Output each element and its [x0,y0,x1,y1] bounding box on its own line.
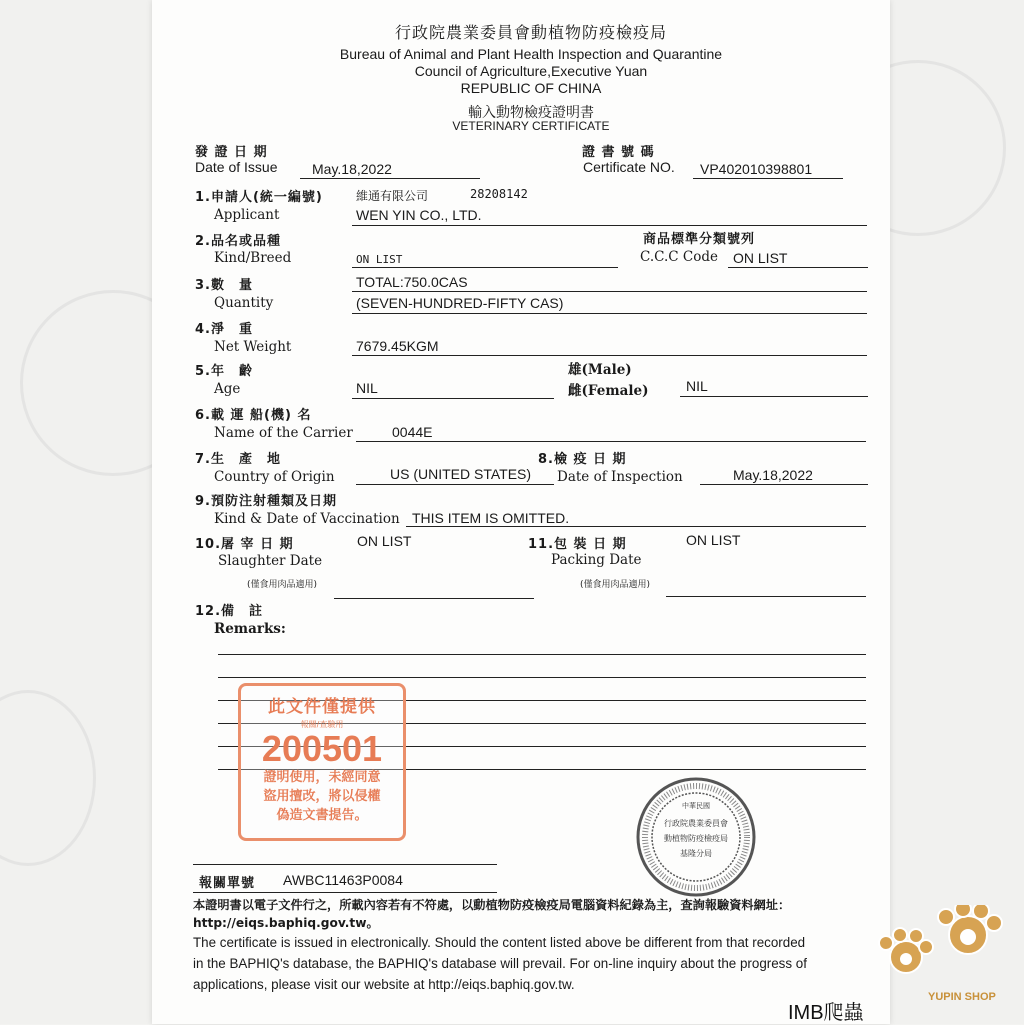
applicant-value: WEN YIN CO., LTD. [356,207,482,223]
age-value: NIL [356,380,378,396]
quantity-words: (SEVEN-HUNDRED-FIFTY CAS) [356,295,564,311]
paw-toe-icon [986,915,1002,931]
paw-toe-icon [973,905,989,919]
origin-label-en: Country of Origin [214,469,335,485]
footer-zh: 本證明書以電子文件行之，所載內容若有不符處，以動植物防疫檢疫局電腦資料紀錄為主，查詢報驗資料網址：http://eiqs.baphiq.gov.tw。 [193,898,791,930]
remarks-line [218,677,866,678]
applicant-label-zh: 1.申請人(統一編號) [195,190,323,205]
paw-toe-icon [879,936,893,950]
kind-label-en: Kind/Breed [214,250,292,266]
shop-brand: YUPIN SHOP [928,991,996,1003]
underline [356,441,866,442]
applicant-tax-id: 28208142 [470,187,528,201]
net-weight-value: 7679.45KGM [356,338,439,354]
underline [680,396,868,397]
vaccination-label-zh: 9.預防注射種類及日期 [195,494,337,509]
paw-center-icon [900,953,912,965]
bureau-title-en: Bureau of Animal and Plant Health Inspection and Quarantine [339,46,723,62]
net-weight-label-en: Net Weight [214,339,292,355]
quantity-total: TOTAL:750.0CAS [356,274,468,290]
slaughter-note: (僅食用肉品適用) [247,580,318,590]
ccc-label-zh: 商品標準分類號列 [643,232,756,247]
underline [700,484,868,485]
vaccination-label-en: Kind & Date of Vaccination [214,511,400,527]
origin-value: US (UNITED STATES) [390,466,532,482]
applicant-label-en: Applicant [214,207,280,223]
paw-center-icon [960,929,976,945]
country-name: REPUBLIC OF CHINA [460,80,602,96]
underline [352,267,618,268]
bureau-title-zh: 行政院農業委員會動植物防疫檢疫局 [394,23,667,42]
official-seal [635,776,757,898]
origin-label-zh: 7.生 產 地 [195,452,281,467]
seal-line4: 基隆分局 [680,849,712,858]
paw-toe-icon [893,928,907,942]
underline [666,596,866,597]
stamp-line1: 此文件僅提供 [268,697,376,717]
divider [193,892,497,893]
underline [352,291,867,292]
age-label-en: Age [214,381,241,397]
underline [352,398,554,399]
seal-line2: 行政院農業委員會 [664,819,728,828]
watermark-mark: IMB爬蟲 [788,1002,864,1024]
remarks-label-en: Remarks: [214,621,286,637]
paw-toe-icon [938,909,954,925]
cert-no-label-zh: 證 書 號 碼 [582,145,655,160]
remarks-line [218,654,866,655]
seal-line1: 中華民國 [682,802,710,810]
paw-toe-icon [919,940,933,954]
remarks-label-zh: 12.備 註 [195,604,264,619]
packing-label-en: Packing Date [551,552,642,568]
net-weight-label-zh: 4.淨 重 [195,322,253,337]
ccc-label-en: C.C.C Code [640,249,718,265]
declaration-label: 報關單號 [199,876,256,891]
applicant-company-zh: 維通有限公司 [356,189,429,203]
underline [352,225,867,226]
authorization-stamp [238,683,406,841]
packing-label-zh: 11.包 裝 日 期 [528,537,627,552]
stamp-line5: 偽造文書提告。 [276,808,368,823]
kind-value: ON LIST [356,253,403,266]
packing-note: (僅食用肉品適用) [580,580,651,590]
divider [193,864,497,865]
certificate-title-en: VETERINARY CERTIFICATE [452,119,610,133]
age-label-zh: 5.年 齡 [195,364,253,379]
female-value: NIL [686,378,708,394]
issue-label-en: Date of Issue [195,159,278,175]
seal-line3: 動植物防疫檢疫局 [664,834,728,843]
council-name: Council of Agriculture,Executive Yuan [414,63,648,79]
slaughter-value: ON LIST [357,533,412,549]
quantity-label-en: Quantity [214,295,274,311]
slaughter-label-zh: 10.屠 宰 日 期 [195,537,294,552]
underline [728,267,868,268]
footer-en-line2: in the BAPHIQ's database, the BAPHIQ's database will prevail. For on-line inquiry about the progress of [193,956,807,971]
inspection-label-zh: 8.檢 疫 日 期 [538,452,627,467]
declaration-value: AWBC11463P0084 [283,872,403,888]
carrier-value: 0044E [392,424,433,440]
stamp-line3: 證明使用，未經同意 [263,770,381,785]
packing-value: ON LIST [686,532,741,548]
quantity-label-zh: 3.數 量 [195,278,253,293]
footer-en-line3: applications, please visit our website at http://eiqs.baphiq.gov.tw. [193,977,575,992]
stamp-line4: 盜用擅改，將以侵權 [263,789,381,804]
certificate-title-zh: 輸入動物檢疫證明書 [468,105,594,121]
background-left [0,0,152,1024]
paw-toe-icon [955,905,971,917]
underline [352,313,867,314]
male-label: 雄(Male) [568,362,632,378]
underline [356,484,554,485]
underline [693,178,843,179]
cert-no-label-en: Certificate NO. [583,159,675,175]
carrier-label-zh: 6.載 運 船(機) 名 [195,408,312,423]
issue-date-value: May.18,2022 [312,161,392,177]
underline [334,598,534,599]
underline [406,526,866,527]
inspection-label-en: Date of Inspection [557,469,683,485]
cert-no-value: VP402010398801 [700,161,813,177]
underline [352,355,867,356]
female-label: 雌(Female) [568,383,649,399]
issue-label-zh: 發 證 日 期 [195,145,268,160]
carrier-label-en: Name of the Carrier [214,425,353,441]
stamp-number: 200501 [261,728,383,769]
underline [300,178,480,179]
vaccination-value: THIS ITEM IS OMITTED. [412,510,570,526]
stamp-line2: 報關/查驗用 [300,720,344,729]
slaughter-label-en: Slaughter Date [218,553,323,569]
inspection-value: May.18,2022 [733,467,813,483]
ccc-value: ON LIST [733,250,788,266]
footer-en-line1: The certificate is issued in electronically. Should the content listed above be different from that recorded [193,935,806,950]
kind-label-zh: 2.品名或品種 [195,234,281,249]
